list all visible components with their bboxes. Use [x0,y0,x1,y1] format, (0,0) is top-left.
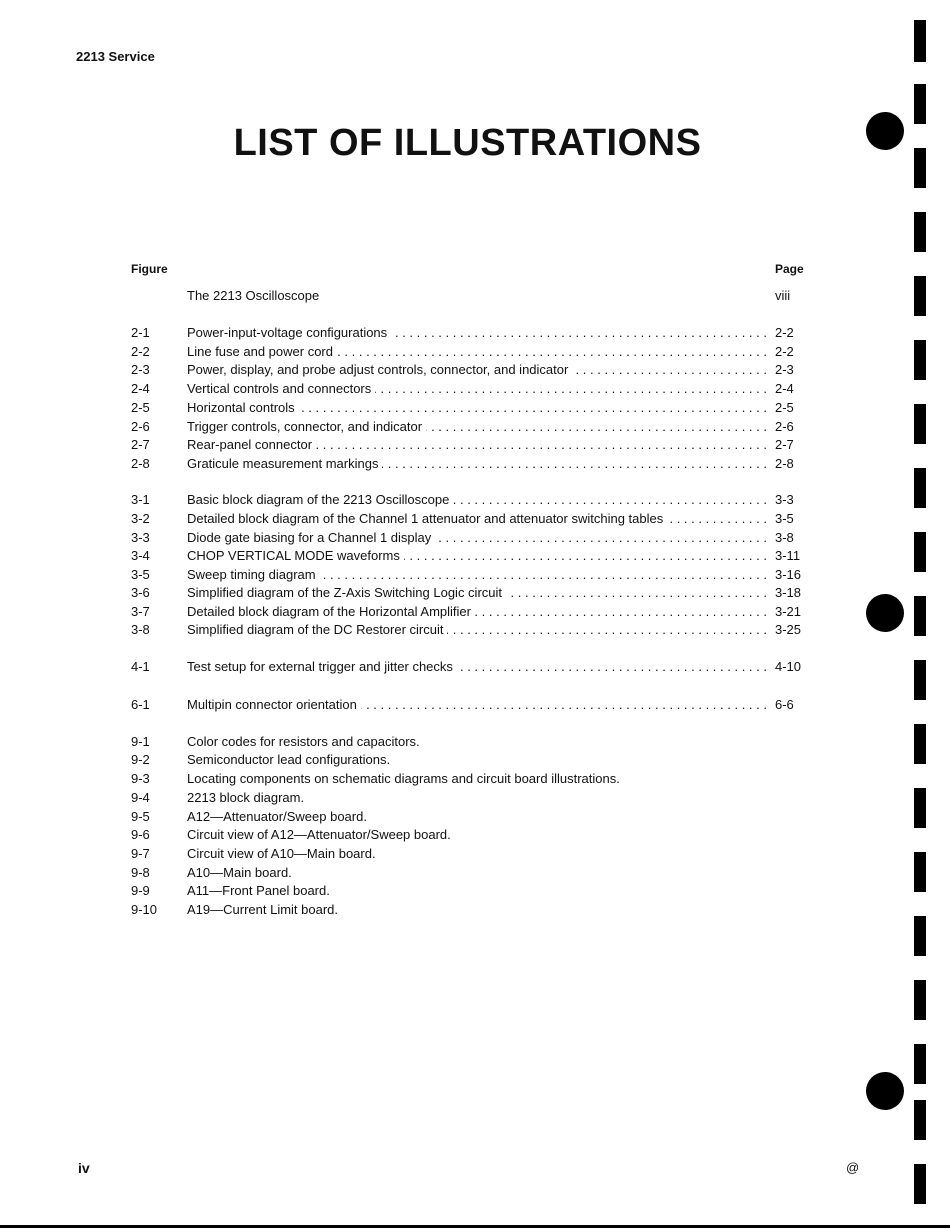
figure-title-text: Rear-panel connector [187,437,316,452]
list-item [0,864,950,882]
figure-title [187,436,767,454]
figure-title [187,864,767,882]
figure-title-text: Sweep timing diagram [187,567,320,582]
figure-number: 2-2 [131,344,150,359]
list-item [0,436,950,454]
list-item [0,882,950,900]
figure-number: 2-1 [131,325,150,340]
figure-title [187,361,767,379]
figure-title [187,380,767,398]
figure-title [187,510,767,528]
figure-number: 2-8 [131,456,150,471]
figure-page: 2-2 [775,325,794,340]
list-item [0,399,950,417]
list-item [0,696,950,714]
figure-title-text: Semiconductor lead configurations. [187,752,394,767]
list-item [0,770,950,788]
document-header: 2213 Service [76,49,155,64]
list-item [0,343,950,361]
list-item [0,845,950,863]
figure-page: 3-25 [775,622,802,637]
figure-title-text: Locating components on schematic diagrams and circuit board illustrations. [187,771,624,786]
page-column-heading: Page [775,262,804,276]
figure-title-text: Multipin connector orientation [187,697,361,712]
page-number: iv [78,1160,90,1176]
list-item [0,751,950,769]
figure-title [187,658,767,676]
figure-page: 3-8 [775,530,794,545]
list-item [0,808,950,826]
list-item [0,621,950,639]
binder-bar [914,1164,926,1204]
figure-number: 4-1 [131,659,150,674]
binder-bar [914,660,926,700]
figure-page: 2-6 [775,419,794,434]
list-item [0,418,950,436]
list-item [0,287,950,305]
figure-title [187,287,767,305]
binder-bar [914,724,926,764]
figure-title-text: Detailed block diagram of the Channel 1 attenuator and attenuator switching tables [187,511,667,526]
figure-title [187,455,767,473]
figure-title [187,529,767,547]
figure-number: 3-3 [131,530,150,545]
figure-number: 9-3 [131,771,150,786]
list-item [0,491,950,509]
bottom-rule [0,1225,950,1228]
figure-page: 6-6 [775,697,794,712]
figure-page: viii [775,288,791,303]
figure-title-text: Trigger controls, connector, and indicator [187,419,426,434]
list-item [0,901,950,919]
figure-number: 3-7 [131,604,150,619]
list-item [0,380,950,398]
figure-title [187,826,767,844]
footer-mark: @ [846,1160,860,1175]
figure-title [187,584,767,602]
binder-bar [914,404,926,444]
figure-title [187,845,767,863]
figure-number: 2-3 [131,362,150,377]
binder-bar [914,532,926,572]
figure-page: 3-3 [775,492,794,507]
figure-number: 3-6 [131,585,150,600]
figure-page: 2-5 [775,400,794,415]
figure-title [187,901,767,919]
figure-title-text: Power, display, and probe adjust controls, connector, and indicator [187,362,572,377]
figure-title [187,751,767,769]
list-item [0,324,950,342]
figure-number: 9-4 [131,790,150,805]
binder-bar [914,1044,926,1084]
figure-number: 6-1 [131,697,150,712]
binder-bar [914,276,926,316]
figure-title-text: Simplified diagram of the Z-Axis Switching Logic circuit [187,585,506,600]
figure-title-text: Color codes for resistors and capacitors. [187,734,424,749]
binder-bar [914,468,926,508]
figure-page: 2-4 [775,381,794,396]
figure-title-text: Circuit view of A12—Attenuator/Sweep board. [187,827,455,842]
figure-title-text: Power-input-voltage configurations [187,325,391,340]
figure-title-text: Basic block diagram of the 2213 Oscilloscope [187,492,453,507]
binder-hole [866,1072,904,1110]
figure-number: 2-5 [131,400,150,415]
list-item [0,603,950,621]
figure-title [187,770,767,788]
binder-bar [914,1100,926,1140]
figure-title [187,491,767,509]
binder-bar [914,852,926,892]
figure-number: 3-4 [131,548,150,563]
figure-title-text: Horizontal controls [187,400,299,415]
figure-title [187,566,767,584]
figure-page: 2-2 [775,344,794,359]
figure-number: 2-4 [131,381,150,396]
figure-title-text: Circuit view of A10—Main board. [187,846,380,861]
figure-number: 3-5 [131,567,150,582]
figure-title [187,343,767,361]
figure-title [187,603,767,621]
figure-title [187,789,767,807]
list-item [0,361,950,379]
figure-number: 2-7 [131,437,150,452]
figure-title [187,399,767,417]
figure-number: 3-8 [131,622,150,637]
figure-title-text: Diode gate biasing for a Channel 1 display [187,530,435,545]
figure-number: 9-10 [131,902,158,917]
list-item [0,789,950,807]
figure-title [187,324,767,342]
figure-page: 3-11 [775,548,801,563]
figure-page: 3-16 [775,567,802,582]
list-item [0,547,950,565]
figure-title-text: Graticule measurement markings [187,456,382,471]
figure-title-text: A11—Front Panel board. [187,883,334,898]
binder-hole [866,594,904,632]
figure-page: 3-18 [775,585,802,600]
figure-title-text: Simplified diagram of the DC Restorer circuit [187,622,447,637]
figure-title-text: A12—Attenuator/Sweep board. [187,809,371,824]
figure-page: 3-21 [775,604,802,619]
figure-title [187,621,767,639]
figure-page: 3-5 [775,511,794,526]
figure-number: 9-1 [131,734,150,749]
figure-number: 9-6 [131,827,150,842]
figure-title-text: The 2213 Oscilloscope [187,288,323,303]
figure-title [187,733,767,751]
list-item [0,658,950,676]
figure-title-text: A19—Current Limit board. [187,902,342,917]
figure-title [187,547,767,565]
list-item [0,529,950,547]
binder-bar [914,212,926,252]
figure-title [187,882,767,900]
list-item [0,455,950,473]
figure-page: 4-10 [775,659,802,674]
figure-title-text: Detailed block diagram of the Horizontal Amplifier [187,604,475,619]
figure-title-text: A10—Main board. [187,865,296,880]
figure-number: 9-5 [131,809,150,824]
binder-hole [866,112,904,150]
binder-bar [914,340,926,380]
figure-number: 9-2 [131,752,150,767]
figure-column-heading: Figure [131,262,168,276]
page-title: LIST OF ILLUSTRATIONS [233,122,702,164]
list-item [0,584,950,602]
binder-bar [914,788,926,828]
figure-number: 9-9 [131,883,150,898]
figure-number: 9-7 [131,846,150,861]
figure-title-text: 2213 block diagram. [187,790,308,805]
figure-title [187,696,767,714]
figure-number: 3-1 [131,492,150,507]
figure-title [187,418,767,436]
figure-page: 2-3 [775,362,794,377]
binder-bar [914,20,926,62]
figure-title-text: Vertical controls and connectors [187,381,375,396]
figure-title-text: Test setup for external trigger and jitter checks [187,659,457,674]
binder-bar [914,980,926,1020]
list-item [0,510,950,528]
binder-bar [914,84,926,124]
figure-number: 2-6 [131,419,150,434]
figure-page: 2-8 [775,456,794,471]
list-item [0,826,950,844]
figure-title-text: CHOP VERTICAL MODE waveforms [187,548,404,563]
binder-bar [914,148,926,188]
binder-bar [914,596,926,636]
figure-title-text: Line fuse and power cord [187,344,337,359]
list-item [0,566,950,584]
figure-title [187,808,767,826]
figure-number: 3-2 [131,511,150,526]
list-item [0,733,950,751]
binder-bar [914,916,926,956]
figure-page: 2-7 [775,437,794,452]
figure-number: 9-8 [131,865,150,880]
